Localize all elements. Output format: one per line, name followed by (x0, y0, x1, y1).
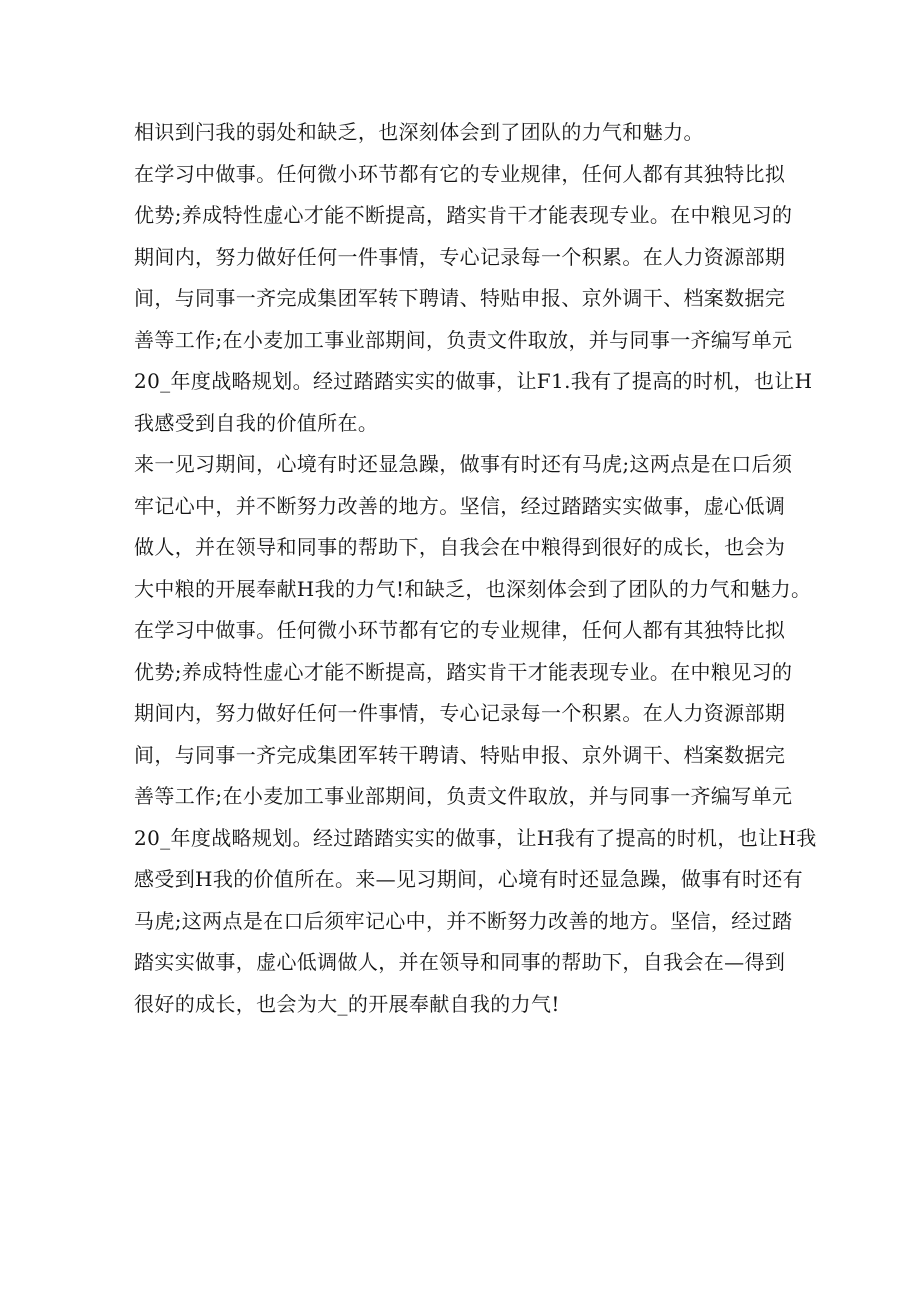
text-line: 踏实实做事，虚心低调做人，并在领导和同事的帮助下，自我会在—得到 (134, 950, 786, 974)
text-line: 做人，并在领导和同事的帮助下，自我会在中粮得到很好的成长，也会为 (134, 535, 786, 559)
text-line: 我感受到自我的价值所在。 (134, 410, 379, 435)
text-line: 大中粮的开展奉献H我的力气!和缺乏，也深刻体会到了团队的力气和魅力。 (134, 576, 812, 601)
text-line: 优势;养成特性虚心才能不断提高，踏实肯干才能表现专业。在中粮见习的 (134, 659, 793, 684)
text-line: 期间内，努力做好任何一件事情，专心记录每一个积累。在人力资源部期 (134, 701, 786, 725)
text-line: 来一见习期间，心境有时还显急躁，做事有时还有马虎;这两点是在口后须 (134, 452, 793, 476)
text-line: 牢记心中，并不断努力改善的地方。坚信，经过踏踏实实做事，虚心低调 (134, 493, 786, 518)
text-line: 在学习中做事。任何微小环节都有它的专业规律，任何人都有其独特比拟 (134, 618, 786, 642)
text-line: 善等工作;在小麦加工事业部期间，负责文件取放，并与同事一齐编写单元 (134, 327, 793, 352)
text-line: 马虎;这两点是在口后须牢记心中，并不断努力改善的地方。坚信，经过踏 (134, 908, 793, 933)
text-line: 在学习中做事。任何微小环节都有它的专业规律，任何人都有其独特比拟 (134, 161, 786, 186)
text-line: 很好的成长，也会为大_的开展奉献自我的力气! (134, 991, 560, 1016)
body-text (134, 112, 817, 1025)
text-line: 间，与同事一齐完成集团军转下聘请、特贴申报、京外调干、档案数据完 (134, 286, 786, 310)
text-line: 相识到闩我的弱处和缺乏，也深刻体会到了团队的力气和魅力。 (134, 120, 704, 144)
text-line: 20_年度战略规划。经过踏踏实实的做事，让H我有了提高的时机，也让H我 (134, 825, 817, 850)
text-line: 感受到H我的价值所在。来—见习期间，心境有时还显急躁，做事有时还有 (134, 867, 803, 891)
text-line: 期间内，努力做好任何一件事情，专心记录每一个积累。在人力资源部期 (134, 244, 786, 269)
text-line: 间，与同事一齐完成集团军转干聘请、特贴申报、京外调干、档案数据完 (134, 742, 786, 767)
text-line: 优势;养成特性虚心才能不断提高，踏实肯干才能表现专业。在中粮见习的 (134, 203, 793, 227)
text-line: 善等工作;在小麦加工事业部期间，负责文件取放，并与同事一齐编写单元 (134, 784, 793, 808)
text-line: 20_年度战略规划。经过踏踏实实的做事，让F1.我有了提高的时机，也让H (134, 369, 813, 393)
